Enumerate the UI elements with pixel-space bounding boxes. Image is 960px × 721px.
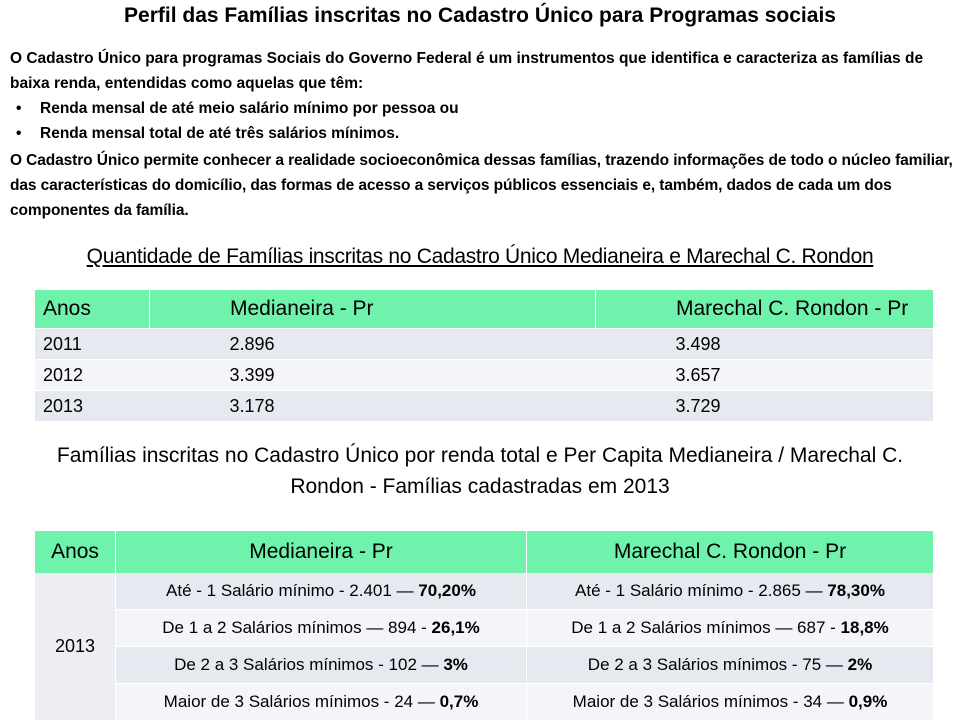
intro-section [10,46,930,146]
year-cell: 2013 [35,391,150,422]
value-cell: 3.399 [150,360,596,391]
year-cell: 2013 [35,573,116,721]
families-count-table [35,289,933,422]
bullet-icon: • [16,100,22,117]
value-cell: 3.729 [596,391,934,422]
table-row [35,610,933,647]
income-cell-marechal: De 2 a 3 Salários mínimos - 75 — 2% [527,647,934,684]
column-header-medianeira: Medianeira - Pr [150,290,596,329]
page-title: Perfil das Famílias inscritas no Cadastro Único para Programas sociais [124,4,836,27]
income-cell-medianeira: Até - 1 Salário mínimo - 2.401 — 70,20% [116,573,527,610]
income-cell-medianeira: De 1 a 2 Salários mínimos — 894 - 26,1% [116,610,527,647]
value-cell: 3.657 [596,360,934,391]
income-table [35,531,933,721]
column-header-medianeira: Medianeira - Pr [116,531,527,573]
income-cell-marechal: De 1 a 2 Salários mínimos — 687 - 18,8% [527,610,934,647]
income-cell-marechal: Até - 1 Salário mínimo - 2.865 — 78,30% [527,573,934,610]
year-cell: 2012 [35,360,150,391]
column-header-anos: Anos [35,290,150,329]
value-cell: 3.178 [150,391,596,422]
table-row [35,329,933,360]
table-row [35,391,933,422]
income-cell-medianeira: De 2 a 3 Salários mínimos - 102 — 3% [116,647,527,684]
list-item: • Renda mensal de até meio salário mínimo por pessoa ou [10,96,930,121]
year-cell: 2011 [35,329,150,360]
criteria-list [10,96,930,146]
table-header-row [35,531,933,573]
value-cell: 2.896 [150,329,596,360]
intro-text: O Cadastro Único para programas Sociais do Governo Federal é um instrumentos que identifica e caracteriza as famílias de baixa renda, entendidas como aquelas que têm: [10,50,924,92]
table-row [35,360,933,391]
table-row [35,573,933,610]
list-item: • Renda mensal total de até três salários mínimos. [10,121,930,146]
table1-heading: Quantidade de Famílias inscritas no Cadastro Único Medianeira e Marechal C. Rondon [86,245,874,268]
column-header-marechal: Marechal C. Rondon - Pr [596,290,934,329]
value-cell: 3.498 [596,329,934,360]
table2-heading: Famílias inscritas no Cadastro Único por renda total e Per Capita Medianeira / Marechal C. Rondon - Famílias cadastradas em 2013 [56,444,904,498]
column-header-anos: Anos [35,531,116,573]
column-header-marechal: Marechal C. Rondon - Pr [527,531,934,573]
income-cell-medianeira: Maior de 3 Salários mínimos - 24 — 0,7% [116,684,527,721]
table-header-row [35,290,933,329]
description-paragraph: O Cadastro Único permite conhecer a realidade socioeconômica dessas famílias, trazendo informações de todo o núcleo familiar, das características do domicílio, das formas de acesso a serviços públicos essenciais e, também, dados de cada um dos componentes da família. [10,152,953,219]
table-row [35,647,933,684]
income-cell-marechal: Maior de 3 Salários mínimos - 34 — 0,9% [527,684,934,721]
bullet-icon: • [16,125,22,142]
